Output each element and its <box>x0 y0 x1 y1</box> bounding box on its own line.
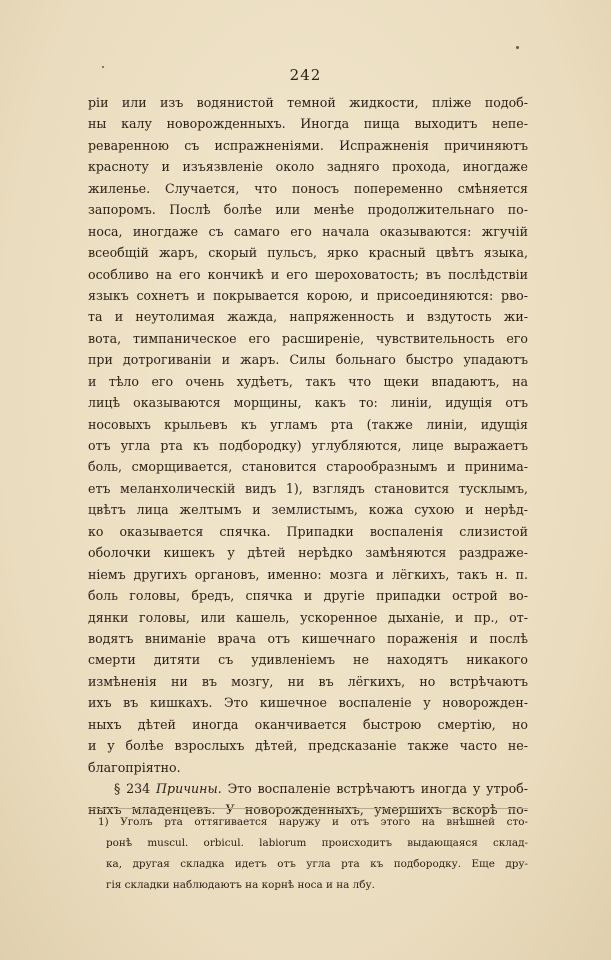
footnote-line: ка, другая складка идетъ отъ угла рта къ подбородку. Еще дру- <box>106 858 528 870</box>
text-line: боль головы, бредъ, спячка и другіе припадки острой во- <box>88 588 528 604</box>
print-speck <box>516 46 519 49</box>
footnote-divider <box>88 808 528 809</box>
text-line: ко оказывается спячка. Припадки воспаленія слизистой <box>88 523 528 539</box>
text-line: благопріятно. <box>88 759 181 775</box>
text-line: дянки головы, или кашель, ускоренное дыханіе, и пр., от- <box>88 609 528 625</box>
text-line: носовыхъ крыльевъ къ угламъ рта (также линіи, идущія <box>88 416 528 432</box>
text-line: и у болѣе взрослыхъ дѣтей, предсказаніе также часто не- <box>88 738 528 754</box>
text-line: ихъ въ кишкахъ. Это кишечное воспаленіе у новорожден- <box>88 695 528 711</box>
footnote-line: гія складки наблюдаютъ на корнѣ носа и на лбу. <box>106 879 375 891</box>
page-number: 242 <box>289 66 322 84</box>
text-line: етъ меланхолическій видъ 1), взглядъ становится тусклымъ, <box>88 480 528 496</box>
text-line: та и неутолимая жажда, напряженность и вздутость жи- <box>88 309 528 325</box>
text-line: ныхъ дѣтей иногда оканчивается быстрою смертію, но <box>88 716 528 732</box>
text-line: ныхъ младенцевъ. У новорожденныхъ, умершихъ вскорѣ по- <box>88 802 528 818</box>
text-line: боль, сморщивается, становится старообразнымъ и принима- <box>88 459 528 475</box>
text-line: оболочки кишекъ у дѣтей нерѣдко замѣняются раздраже- <box>88 545 528 561</box>
section-line <box>88 778 528 799</box>
section-text: Это воспаленіе встрѣчаютъ иногда у утроб- <box>227 781 528 796</box>
text-line: ніемъ другихъ органовъ, именно: мозга и лёгкихъ, такъ н. п. <box>88 566 528 582</box>
text-line: носа, иногдаже съ самаго его начала оказываются: жгучій <box>88 223 528 239</box>
text-line: всеобщій жаръ, скорый пульсъ, ярко красный цвѣтъ языка, <box>88 245 528 261</box>
text-line: цвѣтъ лица желтымъ и землистымъ, кожа сухою и нерѣд- <box>88 502 528 518</box>
text-line: смерти дитяти съ удивленіемъ не находятъ никакого <box>88 652 528 668</box>
text-line: краснoту и изъязвленіе около задняго прохода, иногдаже <box>88 159 528 175</box>
body-text <box>88 92 528 821</box>
text-line: особливо на его кончикѣ и его шероховатость; въ послѣдствіи <box>88 266 528 282</box>
footnote-line: ронѣ muscul. orbicul. labiorum происходитъ выдающаяся склад- <box>106 837 528 849</box>
text-line: ны калу новорожденныхъ. Иногда пища выходитъ непе- <box>88 116 528 132</box>
text-line: при дотрогиваніи и жаръ. Силы больнаго быстро упадаютъ <box>88 352 528 368</box>
text-line: отъ угла рта къ подбородку) углубляются, лице выражаетъ <box>88 438 528 453</box>
text-line: ріи или изъ водянистой темной жидкости, пліже подоб- <box>88 95 528 110</box>
footnote-line: 1) Уголъ рта оттягивается наружу и отъ этого на внѣшней сто- <box>98 816 528 828</box>
section-number: § 234 <box>114 781 151 796</box>
text-line: и тѣло его очень худѣетъ, такъ что щеки впадаютъ, на <box>88 373 528 389</box>
text-line: лицѣ оказываются морщины, какъ то: линіи, идущія отъ <box>88 395 528 411</box>
text-line: реваренною съ испражненіями. Испражненія причиняютъ <box>88 137 528 153</box>
section-heading: Причины. <box>156 781 222 796</box>
text-line: жиленье. Случается, что поносъ попеременно смѣняется <box>88 180 528 196</box>
text-line: запоромъ. Послѣ болѣе или менѣе продолжительнаго по- <box>88 202 528 218</box>
text-line: водятъ вниманіе врача отъ кишечнаго пораженія и послѣ <box>88 630 528 646</box>
text-line: языкъ сохнетъ и покрывается корою, и присоединяются: рво- <box>88 287 528 303</box>
footnotes <box>88 812 528 896</box>
text-line: вота, тимпаническое его расширеніе, чувствительность его <box>88 330 528 346</box>
text-line: измѣненія ни въ мозгу, ни въ лёгкихъ, но встрѣчаютъ <box>88 673 528 689</box>
